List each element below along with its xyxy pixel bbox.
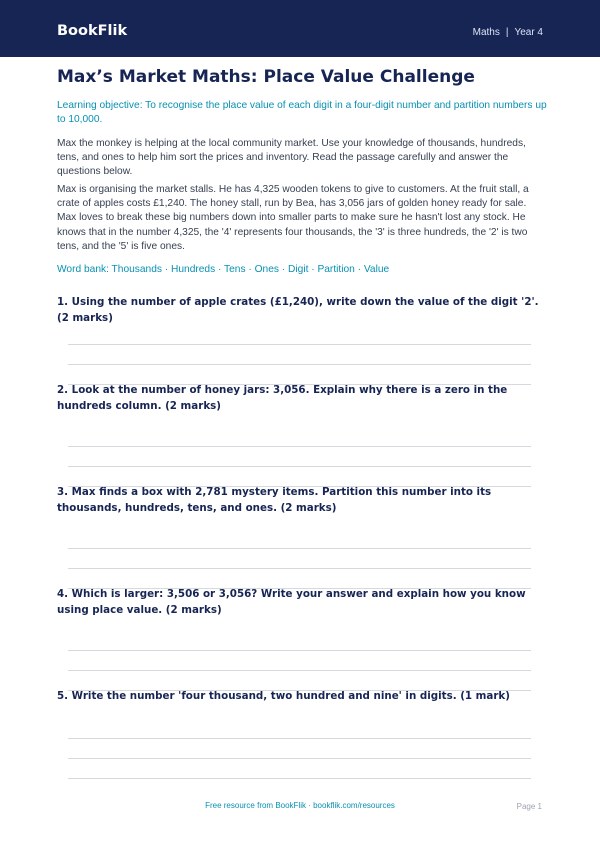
answer-line[interactable]: [68, 650, 531, 651]
question-5: 5. Write the number 'four thousand, two hundred and nine' in digits. (1 mark): [57, 690, 510, 702]
answer-line[interactable]: [68, 778, 531, 779]
question-1: 1. Using the number of apple crates (£1,240), write down the value of the digit '2'. (2 marks): [57, 296, 539, 324]
word-bank: Word bank: Thousands · Hundreds · Tens · Ones · Digit · Partition · Value: [57, 264, 390, 275]
question-2: 2. Look at the number of honey jars: 3,056. Explain why there is a zero in the hundreds column. (2 marks): [57, 384, 508, 412]
learning-objective: Learning objective: To recognise the place value of each digit in a four-digit number and partition numbers up to 10,000.: [57, 100, 547, 125]
passage-paragraph: Max is organising the market stalls. He has 4,325 wooden tokens to give to customers. At the fruit stall, a crate of apples costs £1,240. The honey stall, run by Bea, has 3,056 jars of golden honey ready for sale. Max loves to break these big numbers down into smaller parts to make sure he hasn't lost any stock. He knows that in the number 4,325, the '4' represents four thousands, the '3' is three hundreds, the '2' is two tens, and the '5' is five ones.: [57, 184, 529, 252]
answer-line[interactable]: [68, 364, 531, 365]
question-3: 3. Max finds a box with 2,781 mystery items. Partition this number into its thousands, hundreds, tens, and ones. (2 marks): [57, 486, 492, 514]
answer-line[interactable]: [68, 466, 531, 467]
footer-credit[interactable]: Free resource from BookFlik · bookflik.com/resources: [205, 801, 395, 810]
question-4: 4. Which is larger: 3,506 or 3,056? Write your answer and explain how you know using place value. (2 marks): [57, 588, 526, 616]
subject-year-meta: [473, 27, 543, 38]
answer-line[interactable]: [68, 344, 531, 345]
answer-line[interactable]: [68, 568, 531, 569]
page-number: Page 1: [516, 802, 542, 811]
answer-line[interactable]: [68, 446, 531, 447]
worksheet-title: Max’s Market Maths: Place Value Challenge: [57, 67, 475, 87]
brand-logo[interactable]: BookFlik: [57, 23, 128, 39]
answer-line[interactable]: [68, 758, 531, 759]
answer-line[interactable]: [68, 670, 531, 671]
subject-label: Maths: [472, 27, 500, 38]
answer-line[interactable]: [68, 548, 531, 549]
intro-paragraph: Max the monkey is helping at the local community market. Use your knowledge of thousands, hundreds, tens, and ones to help him sort the prices and inventory. Read the passage carefully and answer the questions below.: [57, 138, 526, 178]
year-label: Year 4: [514, 27, 543, 38]
page-header: [0, 0, 600, 57]
answer-line[interactable]: [68, 738, 531, 739]
meta-separator: |: [505, 27, 509, 38]
